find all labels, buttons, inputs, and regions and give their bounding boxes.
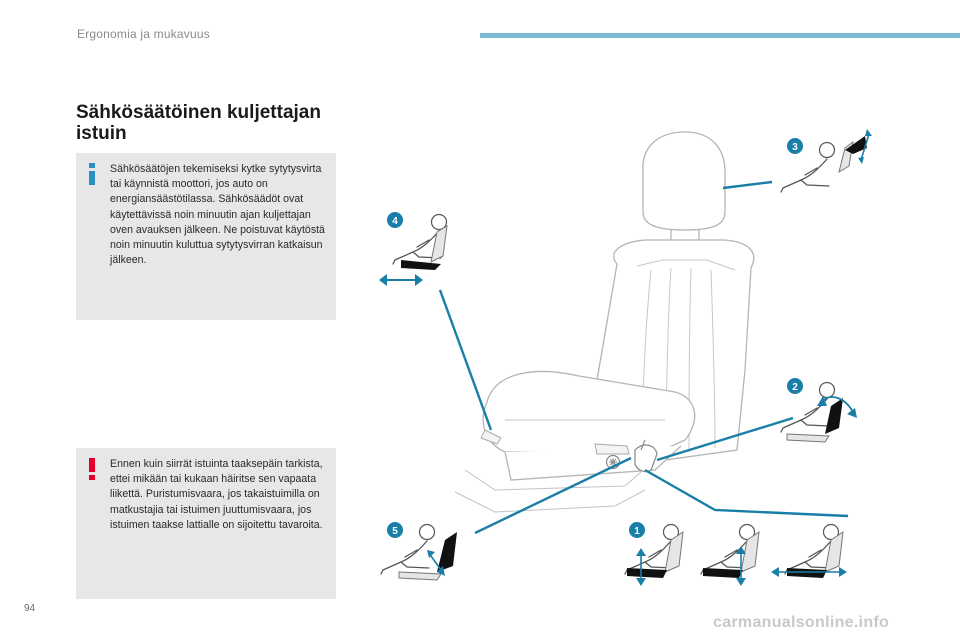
callout-4-fore-aft bbox=[379, 212, 447, 286]
callout-1-seat-height bbox=[625, 522, 847, 586]
callout-5-lumbar bbox=[381, 522, 457, 580]
seat-height-variant-b bbox=[701, 525, 759, 587]
info-note-text: Sähkösäätöjen tekemiseksi kytke sytytysvirta tai käynnistä moottori, jos auto on energiansäästötilassa. Sähkösäädöt ovat käytettävissä noin minuutin ajan kuljettajan oven avauksen jälkeen. Ne poistuvat käytöstä noin minuutin kuluttua sytytysvirran katkaisun jälkeen. bbox=[110, 163, 325, 267]
callout-number-4: 4 bbox=[392, 216, 398, 227]
info-note bbox=[76, 153, 336, 320]
page-title: Sähkösäätöinen kuljettajan istuin bbox=[76, 102, 321, 144]
callout-number-5: 5 bbox=[392, 526, 398, 537]
callout-number-2: 2 bbox=[792, 382, 798, 393]
callout-number-1: 1 bbox=[634, 526, 640, 537]
section-header: Ergonomia ja mukavuus bbox=[77, 27, 210, 41]
warning-note bbox=[76, 448, 336, 599]
seat-headrest-outline bbox=[643, 132, 725, 248]
page-number: 94 bbox=[24, 603, 36, 614]
seat-adjustment-diagram bbox=[345, 120, 960, 600]
callout-3-headrest bbox=[781, 129, 872, 192]
info-icon bbox=[86, 163, 98, 185]
seat-height-variant-c bbox=[771, 525, 847, 579]
warning-note-text: Ennen kuin siirrät istuinta taaksepäin tarkista, ettei mikään tai kukaan häiritse sen vapaata liikettä. Puristumisvaara, jos takaistuimilla on matkustajia tai istuimen juuttumisvaara, jos istuimen taakse lattialle on sijoitettu tavaroita. bbox=[110, 458, 323, 531]
watermark: carmanualsonline.info bbox=[713, 614, 890, 631]
callout-number-3: 3 bbox=[792, 142, 798, 153]
warning-icon bbox=[86, 458, 98, 480]
seat-cushion-outline bbox=[455, 372, 695, 512]
header-accent-bar bbox=[480, 33, 960, 38]
callout-2-backrest bbox=[781, 378, 857, 442]
